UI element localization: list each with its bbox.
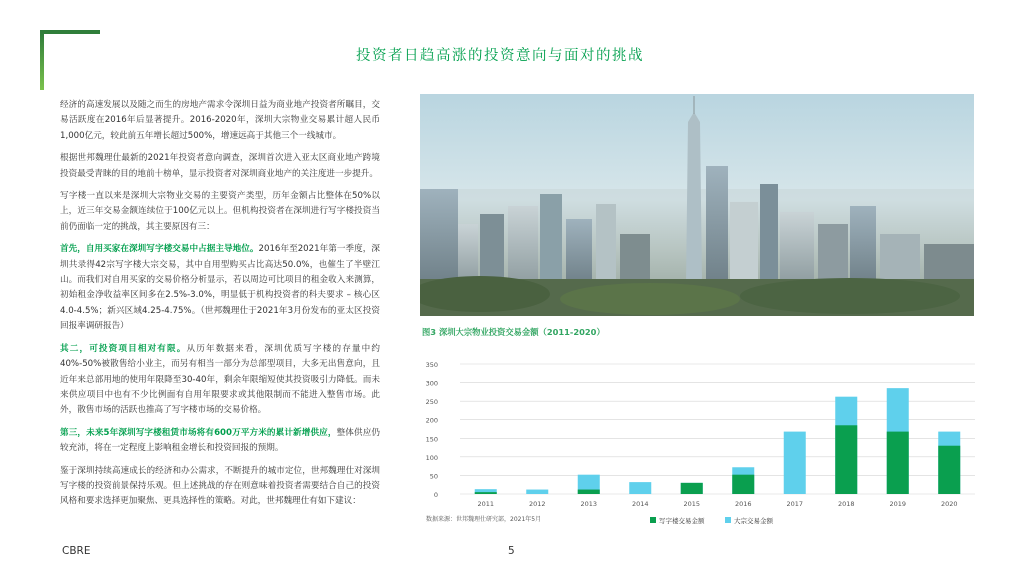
- bar-office-2020: [938, 446, 960, 494]
- y-tick-label: 50: [429, 472, 438, 481]
- y-tick-label: 100: [425, 453, 438, 462]
- bar-office-2016: [732, 475, 754, 494]
- page-number: 5: [508, 545, 515, 557]
- bar-office-2019: [887, 432, 909, 494]
- investment-volume-chart: [420, 356, 980, 532]
- paragraph-5-lead: 其二，可投资项目相对有限。: [60, 343, 187, 354]
- paragraph-1: 经济的高速发展以及随之而生的房地产需求令深圳日益为商业地产投资者所瞩目，交易活跃度在2016年后显著提升。2016-2020年，深圳大宗物业交易累计超人民币1,000亿元，较此前五年增长超过500%，增速远高于其他三个一线城市。: [60, 100, 380, 141]
- paragraph-6-lead: 第三，未来5年深圳写字楼租赁市场将有600万平方米的累计新增供应，: [60, 427, 337, 438]
- legend-swatch-0: [650, 517, 656, 523]
- x-tick-label: 2019: [889, 500, 907, 508]
- x-tick-label: 2016: [734, 500, 752, 508]
- paragraph-3: 写字楼一直以来是深圳大宗物业交易的主要资产类型，历年金额占比整体在50%以上，近三年交易金额连续位于100亿元以上。但机构投资者在深圳进行写字楼投资当前仍面临一定的挑战，其主要原因有三：: [60, 191, 380, 232]
- paragraph-7: 鉴于深圳持续高速成长的经济和办公需求，不断提升的城市定位，世邦魏理仕对深圳写字楼的投资前景保持乐观。但上述挑战的存在则意味着投资者需要结合自己的投资风格和要求选择更加聚焦、更具选择性的策略。对此，世邦魏理仕有如下建议：: [60, 465, 380, 507]
- corner-bracket: [40, 30, 100, 90]
- paragraph-5: [60, 342, 380, 419]
- paragraph-4-body: 2016年至2021年第一季度，深圳共录得42宗写字楼大宗交易，其中自用型购买占比高达50.0%，也催生了半壁江山。而我们对自用买家的交易价格分析显示，若以周边可比项目的租金收入来测算，初始租金净收益率区间多在2.5%-3.0%，明显低于机构投资者的科夫要求 – 核心区4.0-4.5%；新兴区域4.25-4.75%。（世邦魏理仕于2021年3月份发布的亚太区投资回报率调研报告）: [60, 244, 380, 332]
- x-tick-label: 2012: [528, 500, 546, 508]
- bar-total-2012: [526, 490, 548, 494]
- y-tick-label: 0: [433, 491, 438, 499]
- bar-office-2018: [835, 425, 857, 494]
- city-skyline-photo: [420, 94, 974, 316]
- x-tick-label: 2017: [786, 500, 804, 508]
- y-tick-label: 350: [425, 361, 438, 369]
- bar-office-2015: [681, 483, 703, 494]
- legend-swatch-1: [725, 517, 731, 523]
- figure-source: 数据来源：世邦魏理仕研究部，2021年5月: [426, 516, 542, 523]
- x-tick-label: 2013: [580, 500, 598, 508]
- x-tick-label: 2015: [683, 500, 701, 508]
- x-tick-label: 2020: [940, 500, 958, 508]
- legend-label-1: 大宗交易金额: [734, 517, 773, 525]
- paragraph-4: [60, 242, 380, 334]
- paragraph-6: [60, 426, 380, 457]
- body-text-column: [60, 98, 380, 517]
- paragraph-4-lead: 首先，自用买家在深圳写字楼交易中占据主导地位。: [60, 244, 259, 255]
- bar-office-2013: [578, 490, 600, 494]
- x-tick-label: 2018: [837, 500, 855, 508]
- bar-total-2014: [629, 482, 651, 494]
- paragraph-5-body: 从历年数据来看，深圳优质写字楼的存量中约40%-50%被散售给小业主，而另有相当一部分为总部型项目，大多无出售意向，且近年来总部用地的使用年限降至30-40年，剩余年限缩短使其投资吸引力降低。而未来供应项目中也有不少比例面有自用年限要求或其他限制而不能进入整售市场。此外，散售市场的活跃也推高了写字楼市场的交易价格。: [60, 343, 380, 416]
- x-tick-label: 2011: [477, 500, 495, 508]
- y-tick-label: 250: [425, 398, 438, 407]
- bar-total-2017: [784, 432, 806, 494]
- x-tick-label: 2014: [631, 500, 649, 508]
- y-tick-label: 300: [425, 379, 438, 388]
- bar-office-2011: [475, 492, 497, 494]
- paragraph-2: 根据世邦魏理仕最新的2021年投资者意向调查，深圳首次进入亚太区商业地产跨境投资最受青睐的目的地前十榜单，显示投资者对深圳商业地产的关注度进一步提升。: [60, 153, 380, 179]
- legend-label-0: 写字楼交易金额: [659, 517, 705, 525]
- skyline-illustration: [420, 94, 974, 316]
- y-tick-label: 200: [425, 416, 438, 425]
- y-tick-label: 150: [425, 435, 438, 444]
- footer-brand: CBRE: [62, 545, 91, 557]
- page-title: 投资者日趋高涨的投资意向与面对的挑战: [356, 48, 644, 64]
- figure-title: 图3 深圳大宗物业投资交易金额（2011-2020）: [422, 327, 605, 337]
- paragraph-6-body: 整体供应仍较充沛，将在一定程度上影响租金增长和投资回报的预期。: [60, 427, 380, 454]
